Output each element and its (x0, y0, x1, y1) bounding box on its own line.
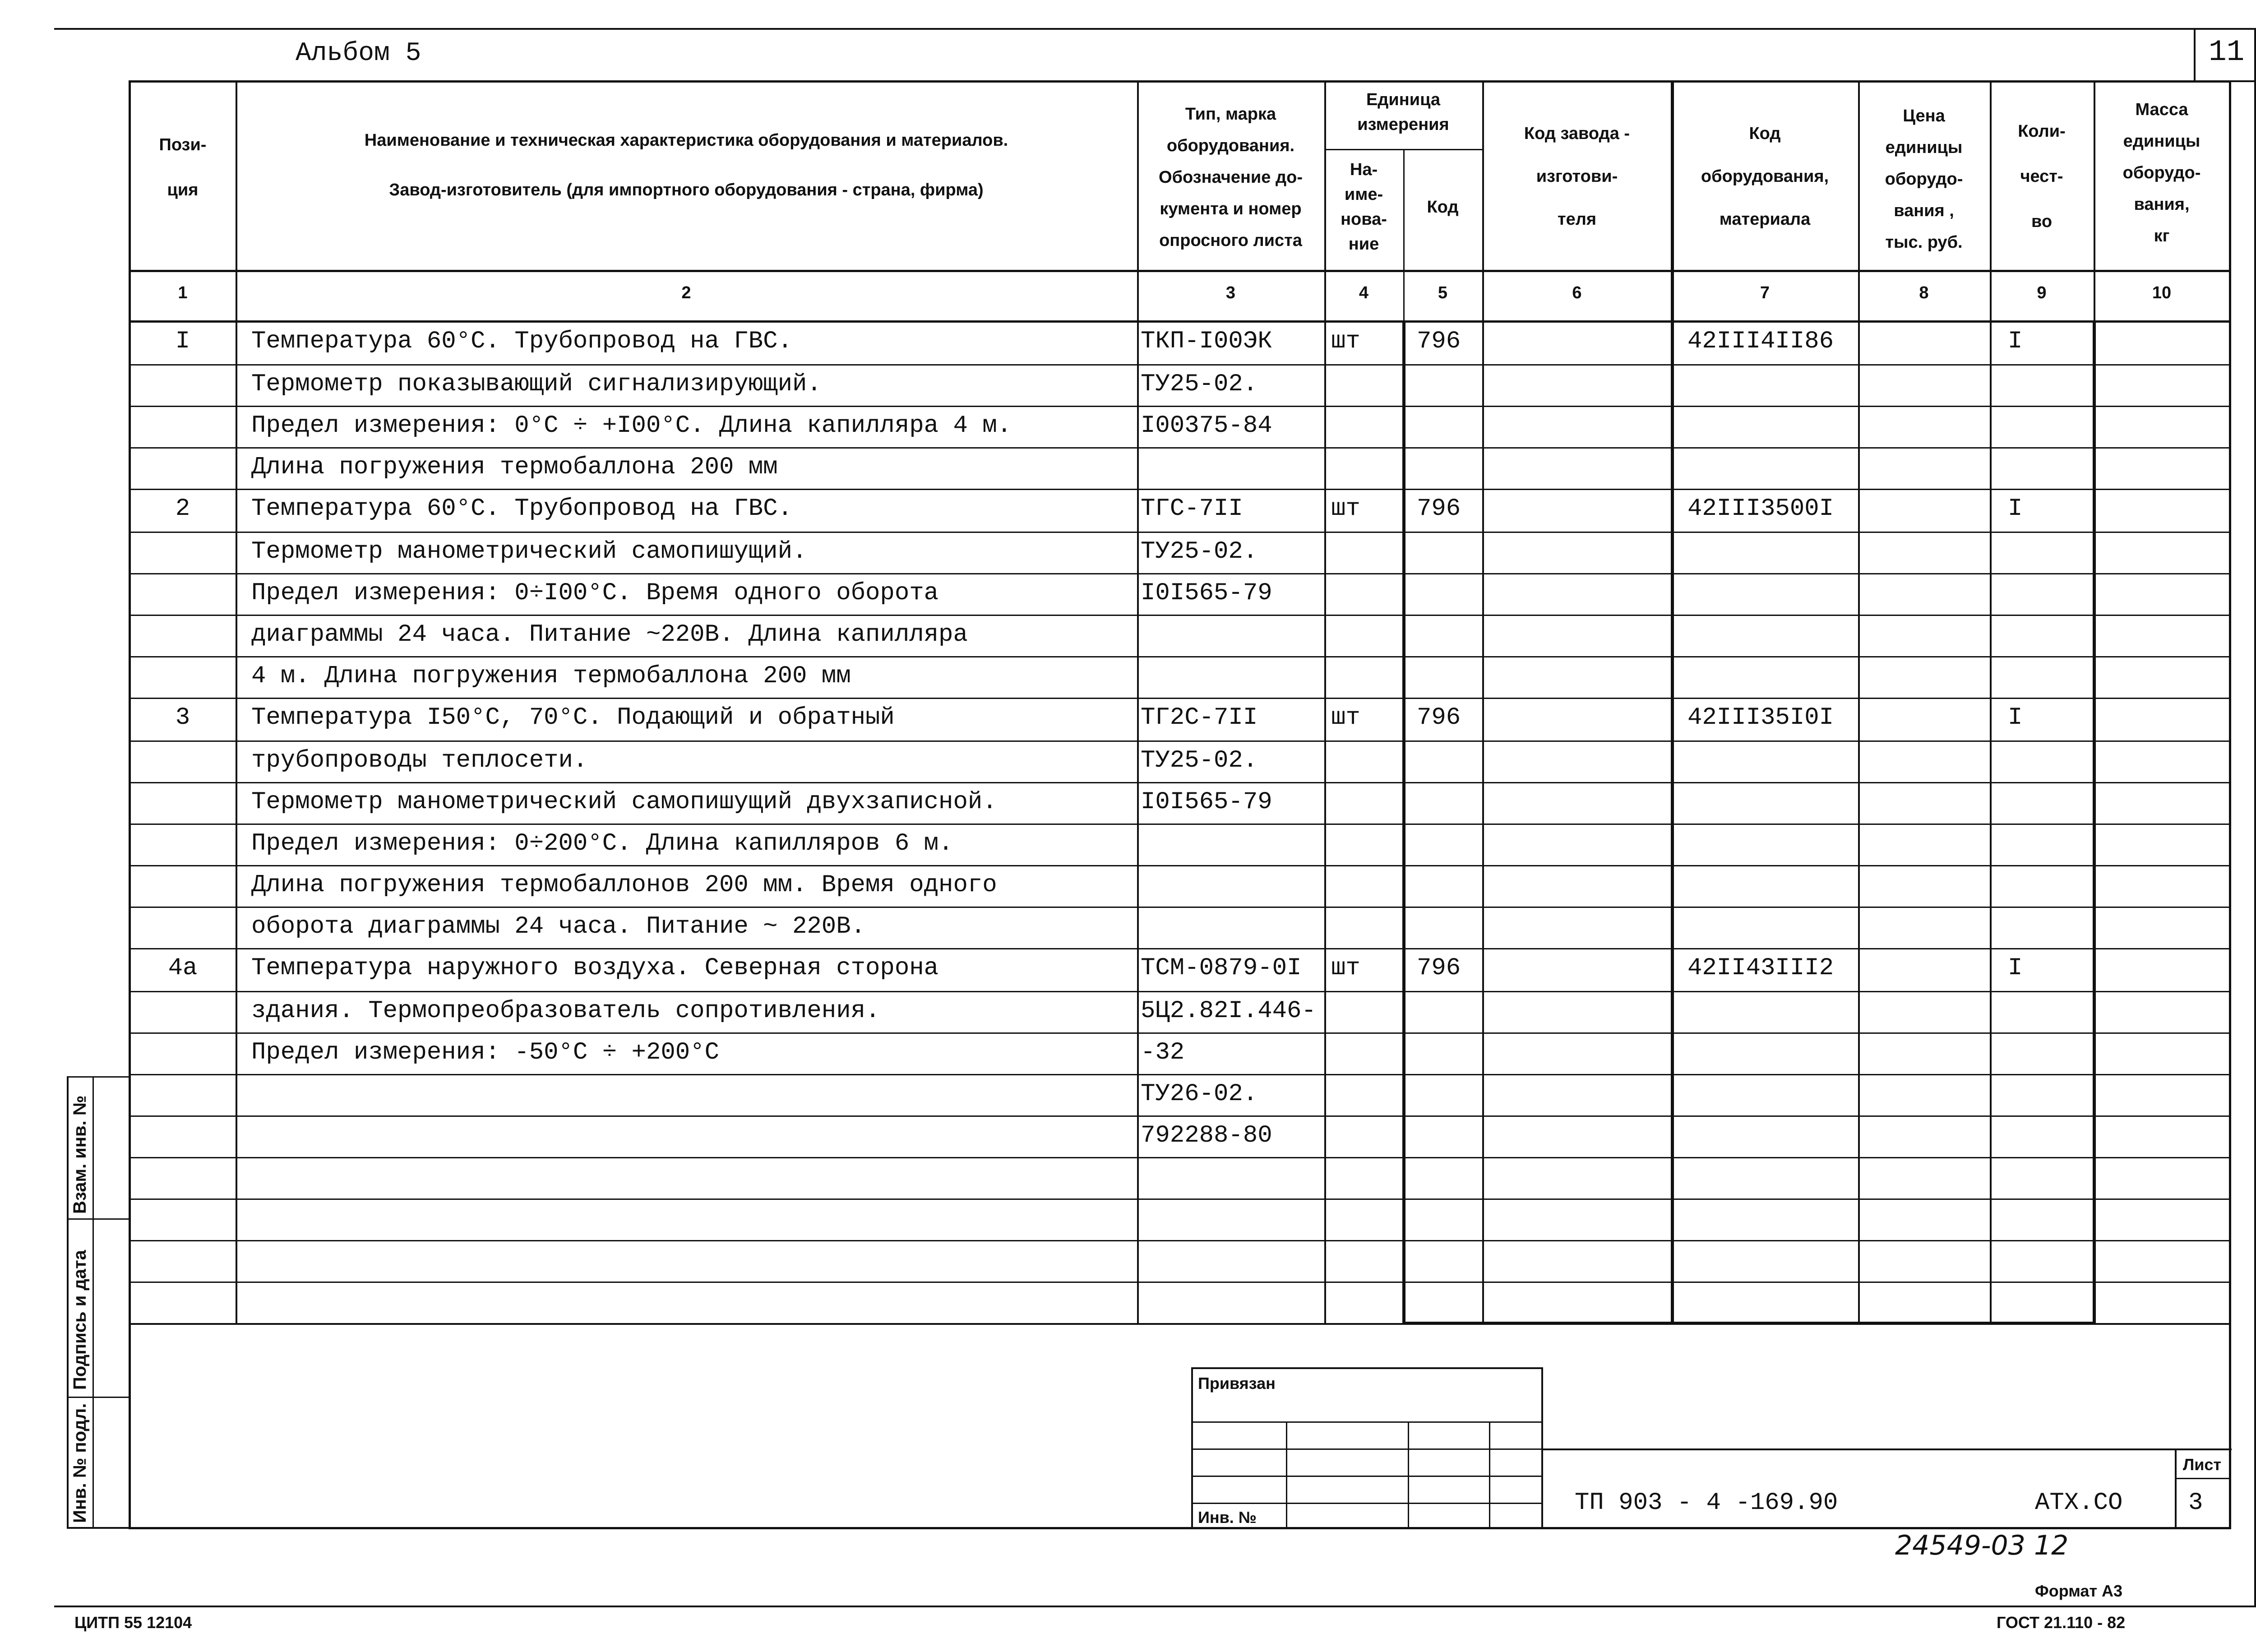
row-1-unit: шт (1331, 328, 1360, 355)
row-line-5 (130, 573, 2229, 574)
stamp-v2 (1408, 1421, 1409, 1527)
row-line-8 (130, 698, 2229, 699)
hdr-col10-line-1: единицы (2123, 132, 2201, 151)
stamp-h3 (1191, 1476, 1543, 1477)
hdr-col45-line-0: Единица (1366, 90, 1441, 109)
row-line-16 (130, 1032, 2229, 1034)
row-line-19 (130, 1157, 2229, 1158)
row-line-2 (130, 447, 2229, 449)
hdr-col4-line-0: На- (1350, 160, 1378, 179)
row-10-pos: 3 (175, 704, 190, 731)
stamp-list-mid (2175, 1478, 2231, 1479)
row-14-name: Длина погружения термобаллонов 200 мм. Время одного (251, 871, 997, 899)
row-13-name: Предел измерения: 0÷200°С. Длина капилляров 6 м. (251, 830, 953, 857)
row-4-name: Длина погружения термобаллона 200 мм (251, 453, 778, 481)
heavy-col5 (1402, 321, 1405, 1323)
col-number-6: 6 (1572, 283, 1582, 302)
hdr-col7-line-1: оборудования, (1701, 167, 1829, 186)
row-7-type: I0I565-79 (1141, 579, 1272, 607)
col-number-3: 3 (1225, 283, 1236, 302)
hdr-col3-line-4: опросного листа (1159, 231, 1302, 250)
stamp-list-left (2175, 1448, 2177, 1527)
row-line-20 (130, 1199, 2229, 1200)
row-line-11 (130, 824, 2229, 825)
side-strip-inner (92, 1076, 94, 1527)
col-line-5 (1482, 81, 1484, 1323)
hdr-col10-line-0: Масса (2135, 100, 2188, 119)
stamp-list-value: 3 (2188, 1489, 2203, 1517)
row-10-unit: шт (1331, 704, 1360, 731)
hdr-col9-line-1: чест- (2020, 167, 2063, 186)
row-line-12 (130, 865, 2229, 866)
col-line-7 (1858, 81, 1860, 1323)
stamp-doc-code: ТП 903 - 4 -169.90 (1575, 1489, 1838, 1517)
hdr-col3-line-1: оборудования. (1166, 136, 1295, 155)
hdr-col7-line-0: Код (1749, 124, 1781, 143)
row-15-name: оборота диаграммы 24 часа. Питание ~ 220В. (251, 913, 866, 940)
hdr-col8-line-3: вания , (1894, 201, 1954, 220)
row-16-code: 796 (1417, 954, 1461, 982)
hdr-col9-line-0: Коли- (2018, 122, 2066, 141)
row-1-qty: I (2008, 328, 2023, 355)
hdr-col10-line-3: вания, (2134, 195, 2190, 214)
col-number-5: 5 (1438, 283, 1448, 302)
frame-bottom (54, 1606, 2256, 1607)
col-number-10: 10 (2152, 283, 2172, 302)
hdr-col4-line-1: име- (1344, 185, 1383, 204)
row-line-17 (130, 1074, 2229, 1075)
body-bottom (130, 1323, 2229, 1325)
col-number-1: 1 (178, 283, 188, 302)
row-18-name: Предел измерения: -50°С ÷ +200°С (251, 1039, 719, 1066)
row-line-0 (130, 364, 2229, 366)
row-16-pos: 4а (168, 954, 198, 982)
cntp-label: ЦИТП 55 12104 (74, 1613, 192, 1632)
row-5-unit: шт (1331, 495, 1360, 523)
row-17-name: здания. Термопреобразователь сопротивления. (251, 997, 880, 1025)
row-10-qty: I (2008, 704, 2023, 731)
col-number-4: 4 (1359, 283, 1369, 302)
numrow-bottom (130, 320, 2229, 323)
hdr-col10-line-2: оборудо- (2122, 163, 2201, 182)
col-line-3 (1324, 81, 1326, 1323)
col-line-2 (1137, 81, 1139, 1323)
heavy-col7 (1671, 81, 1674, 1323)
table-bottom (129, 1527, 2231, 1529)
row-10-code: 796 (1417, 704, 1461, 731)
row-18-type: -32 (1141, 1039, 1185, 1066)
row-line-4 (130, 532, 2229, 533)
row-line-18 (130, 1115, 2229, 1117)
col-number-7: 7 (1760, 283, 1770, 302)
row-1-equip: 42III4II86 (1687, 328, 1834, 355)
row-line-14 (130, 948, 2229, 949)
row-5-type: ТГС-7II (1141, 495, 1243, 523)
hdr-col4-line-3: ние (1348, 235, 1379, 254)
hdr-col6-line-0: Код завода - (1524, 124, 1630, 143)
row-1-code: 796 (1417, 328, 1461, 355)
row-line-7 (130, 656, 2229, 657)
hdr-col4-line-2: нова- (1341, 210, 1387, 229)
side-strip-top (67, 1076, 130, 1078)
stamp-doc-mark: АТХ.СО (2035, 1489, 2123, 1517)
row-11-type: ТУ25-02. (1141, 747, 1258, 774)
row-7-name: Предел измерения: 0÷I00°С. Время одного оборота (251, 579, 939, 607)
stamp-title-top (1541, 1448, 2232, 1450)
handwritten-number: 24549-03 12 (1895, 1530, 2069, 1561)
stamp-v1 (1286, 1421, 1287, 1527)
row-1-name: Температура 60°С. Трубопровод на ГВС. (251, 328, 792, 355)
sheet-box-left (2194, 28, 2196, 81)
row-16-name: Температура наружного воздуха. Северная сторона (251, 954, 939, 982)
header-bottom (130, 270, 2229, 272)
sheet-number-top: 11 (2209, 35, 2245, 69)
hdr-col3-line-3: кумента и номер (1160, 199, 1302, 218)
row-1-type: ТКП-I00ЭК (1141, 328, 1272, 355)
row-9-name: 4 м. Длина погружения термобаллона 200 мм (251, 662, 851, 690)
hdr-col1-line-1: ция (167, 180, 199, 199)
row-line-1 (130, 406, 2229, 407)
row-11-name: трубопроводы теплосети. (251, 747, 588, 774)
row-line-13 (130, 907, 2229, 908)
row-5-qty: I (2008, 495, 2023, 523)
row-16-unit: шт (1331, 954, 1360, 982)
row-12-type: I0I565-79 (1141, 788, 1272, 816)
row-5-code: 796 (1417, 495, 1461, 523)
row-10-type: ТГ2С-7II (1141, 704, 1258, 731)
stamp-v3 (1489, 1421, 1490, 1527)
hdr-col9-line-2: во (2031, 212, 2053, 231)
table-top (129, 80, 2231, 83)
side-strip-left (67, 1076, 69, 1527)
stamp-h1 (1191, 1421, 1543, 1423)
col-number-8: 8 (1919, 283, 1929, 302)
stamp-top (1191, 1367, 1543, 1369)
row-line-9 (130, 740, 2229, 742)
hdr-col1-line-0: Пози- (159, 135, 207, 154)
row-line-10 (130, 782, 2229, 783)
row-5-pos: 2 (175, 495, 190, 523)
col-line-8 (1990, 81, 1992, 1323)
row-16-type: ТСМ-0879-0I (1141, 954, 1302, 982)
hdr-col8-line-0: Цена (1903, 106, 1945, 125)
row-17-type: 5Ц2.82I.446- (1141, 997, 1316, 1025)
hdr-col45-line-1: измерения (1357, 115, 1449, 134)
hdr-col8-line-2: оборудо- (1885, 170, 1963, 189)
row-line-3 (130, 489, 2229, 490)
row-19-type: ТУ26-02. (1141, 1080, 1258, 1108)
hdr-col5-line-0: Код (1427, 198, 1459, 217)
row-10-name: Температура I50°С, 70°С. Подающий и обратный (251, 704, 895, 731)
side-strip-h2 (67, 1397, 130, 1398)
heavy-col9 (2093, 321, 2096, 1323)
row-3-name: Предел измерения: 0°С ÷ +I00°С. Длина капилляра 4 м. (251, 412, 1012, 440)
hdr-col10-line-4: кг (2154, 227, 2170, 245)
stamp-list-label: Лист (2183, 1455, 2222, 1474)
hdr-col3-line-2: Обозначение до- (1159, 168, 1303, 187)
row-5-name: Температура 60°С. Трубопровод на ГВС. (251, 495, 792, 523)
unit-sub-line (1324, 149, 1482, 150)
side-label-inv-podl: Инв. № подл. (70, 1403, 90, 1523)
hdr-col7-line-2: материала (1719, 210, 1811, 229)
side-label-vzam: Взам. инв. № (70, 1095, 90, 1214)
row-line-6 (130, 615, 2229, 616)
hdr-col6-line-1: изготови- (1536, 167, 1618, 186)
row-16-qty: I (2008, 954, 2023, 982)
stamp-inv-no: Инв. № (1198, 1508, 1257, 1527)
row-16-equip: 42II43III2 (1687, 954, 1834, 982)
hdr-col2-line-0: Наименование и техническая характеристика оборудования и материалов. (364, 131, 1008, 150)
stamp-h4 (1191, 1503, 1543, 1504)
row-12-name: Термометр манометрический самопишущий двухзаписной. (251, 788, 997, 816)
row-8-name: диаграммы 24 часа. Питание ~220В. Длина капилляра (251, 621, 968, 648)
hdr-col3-line-0: Тип, марка (1185, 105, 1276, 124)
row-line-15 (130, 991, 2229, 992)
col-number-9: 9 (2037, 283, 2047, 302)
row-line-21 (130, 1240, 2229, 1241)
frame-top (54, 28, 2256, 30)
hdr-col8-line-4: тыс. руб. (1885, 233, 1963, 252)
stamp-h2 (1191, 1448, 1543, 1450)
hdr-col8-line-1: единицы (1885, 138, 1963, 157)
gost-label: ГОСТ 21.110 - 82 (1997, 1613, 2126, 1632)
row-3-type: I00375-84 (1141, 412, 1272, 440)
side-label-podpis: Подпись и дата (70, 1250, 90, 1390)
album-label: Альбом 5 (296, 39, 421, 68)
row-20-type: 792288-80 (1141, 1122, 1272, 1149)
frame-right (2254, 28, 2256, 1607)
side-strip-bottom (67, 1527, 130, 1529)
hdr-col6-line-2: теля (1557, 210, 1597, 229)
row-2-type: ТУ25-02. (1141, 370, 1258, 398)
row-6-name: Термометр манометрический самопишущий. (251, 538, 807, 565)
row-10-equip: 42III35I0I (1687, 704, 1834, 731)
col-number-2: 2 (681, 283, 691, 302)
row-2-name: Термометр показывающий сигнализирующий. (251, 370, 822, 398)
row-5-equip: 42III3500I (1687, 495, 1834, 523)
hdr-col2-line-1: Завод-изготовитель (для импортного оборудования - страна, фирма) (389, 180, 984, 199)
side-strip-h1 (67, 1218, 130, 1220)
row-line-22 (130, 1282, 2229, 1283)
col-line-1 (236, 81, 237, 1323)
row-6-type: ТУ25-02. (1141, 538, 1258, 565)
stamp-privyazan: Привязан (1198, 1374, 1276, 1393)
row-1-pos: I (175, 328, 190, 355)
format-label: Формат А3 (2035, 1582, 2123, 1600)
